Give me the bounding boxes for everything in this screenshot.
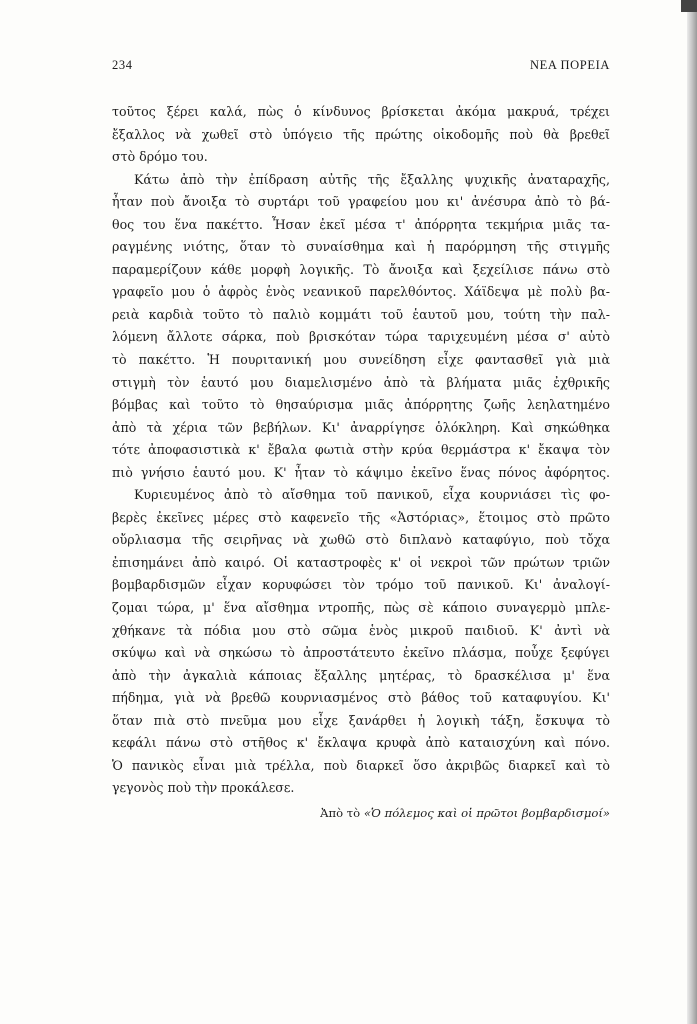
source-title: «Ὁ πόλεμος καὶ οἱ πρῶτοι βομβαρδισμοί»: [363, 805, 610, 820]
text-line: κεφάλι πάνω στὸ στῆθος κ' ἔκλαψα κρυφὰ ἀπὸ καταισχύνη καὶ πόνο.: [112, 735, 610, 751]
text-line: βομβαρδισμῶν εἶχαν κορυφώσει τὸν τρόμο τοῦ πανικοῦ. Κι' ἀναλογί-: [112, 577, 610, 593]
scan-corner: [681, 0, 697, 12]
text-lines: [112, 101, 610, 800]
text-line: βερὲς ἐκεῖνες μέρες στὸ καφενεῖο τῆς «Ἀστόριας», ἕτοιμος στὸ πρῶτο: [112, 509, 610, 525]
text-line: ζομαι τώρα, μ' ἕνα αἴσθημα ντροπῆς, πὼς σὲ κάποιο συναγερμὸ μπλε-: [112, 600, 610, 616]
text-line: λόμενη ἄλλοτε σάρκα, ποὺ βρισκόταν τώρα ταριχευμένη μέσα σ' αὐτὸ: [112, 329, 610, 345]
text-line: ἀπὸ τὴν ἀγκαλιὰ κάποιας ἔξαλλης μητέρας, τὸ δρασκέλισα μ' ἕνα: [112, 667, 610, 683]
text-line: πήδημα, γιὰ νὰ βρεθῶ κουρνιασμένος στὸ βάθος τοῦ καταφυγίου. Κι': [112, 690, 610, 706]
text-line: ἀπὸ τὰ χέρια τῶν βεβήλων. Κι' ἀναρρίγησε ὁλόκληρη. Καὶ σηκώθηκα: [112, 419, 610, 435]
text-line: οὔρλιασμα τῆς σειρῆνας νὰ χωθῶ στὸ διπλανὸ καταφύγιο, ποὺ τὄχα: [112, 532, 610, 548]
text-line: Κυριευμένος ἀπὸ τὸ αἴσθημα τοῦ πανικοῦ, εἶχα κουρνιάσει τὶς φο-: [134, 487, 610, 503]
text-line: τὸ πακέττο. Ἡ πουριτανική μου συνείδηση εἶχε φαντασθεῖ γιὰ μιὰ: [112, 352, 610, 368]
body-text: [112, 101, 610, 825]
source-citation: [112, 802, 610, 825]
text-line: Κάτω ἀπὸ τὴν ἐπίδραση αὐτῆς τῆς ἔξαλλης ψυχικῆς ἀναταραχῆς,: [134, 171, 610, 187]
running-head: [112, 58, 610, 76]
text-line: γεγονὸς ποὺ τὴν προκάλεσε.: [112, 780, 295, 796]
page-edge-shadow: [687, 0, 697, 1024]
text-line: ἦταν ποὺ ἄνοιξα τὸ συρτάρι τοῦ γραφείου μου κι' ἀνέσυρα ἀπὸ τὸ βά-: [112, 194, 610, 210]
text-line: ὅταν πιὰ στὸ πνεῦμα μου εἶχε ξανάρθει ἡ λογικὴ τάξη, ἔσκυψα τὸ: [112, 712, 610, 728]
text-line: τότε ἀποφασιστικὰ κ' ἔβαλα φωτιὰ στὴν κρύα θερμάστρα κ' ἔκαψα τὸν: [112, 442, 610, 458]
text-line: χθήκανε τὰ πόδια μου στὸ σῶμα ἑνὸς μικροῦ παιδιοῦ. Κ' ἀντὶ νὰ: [112, 622, 610, 638]
text-line: σκύψω καὶ νὰ σηκώσω τὸ ἀπροστάτευτο ἐκεῖνο πλάσμα, ποὖχε ξεφύγει: [112, 645, 610, 661]
text-line: ραγμένης νιότης, ὅταν τὸ συναίσθημα καὶ ἡ παρόρμηση τῆς στιγμῆς: [112, 239, 610, 255]
text-line: στὸ δρόμο του.: [112, 149, 208, 165]
text-line: παραμερίζουν κάθε μορφὴ λογικῆς. Τὸ ἄνοιξα καὶ ξεχείλισε πάνω στὸ: [112, 261, 610, 277]
text-line: ρειὰ καρδιὰ τοῦτο τὸ παλιὸ κομμάτι τοῦ ἑαυτοῦ μου, τούτη τὴν παλ-: [112, 306, 610, 322]
source-prefix: Ἀπὸ τὸ: [320, 805, 364, 820]
text-line: θος του ἕνα πακέττο. Ἦσαν ἐκεῖ μέσα τ' ἀπόρρητα τεκμήρια μιᾶς τα-: [112, 216, 610, 232]
text-line: γραφεῖο μου ὁ ἀφρὸς ἑνὸς νεανικοῦ παρελθόντος. Χάϊδεψα μὲ πολὺ βα-: [112, 284, 610, 300]
text-line: Ὁ πανικὸς εἶναι μιὰ τρέλλα, ποὺ διαρκεῖ ὅσο ἀκριβῶς διαρκεῖ καὶ τὸ: [112, 757, 610, 773]
text-line: βόμβας καὶ τοῦτο τὸ θησαύρισμα μιᾶς ἀπόρρητης ζωῆς λεηλατημένο: [112, 397, 610, 413]
text-line: ἔξαλλος νὰ χωθεῖ στὸ ὑπόγειο τῆς πρώτης οἰκοδομῆς ποὺ θὰ βρεθεῖ: [112, 126, 610, 142]
text-line: ἐπισημάνει ἀπὸ καιρό. Οἱ καταστροφὲς κ' οἱ νεκροὶ τῶν πρώτων τριῶν: [112, 554, 610, 570]
text-line: τοῦτος ξέρει καλά, πὼς ὁ κίνδυνος βρίσκεται ἀκόμα μακρυά, τρέχει: [112, 104, 610, 119]
journal-title: ΝΕΑ ΠΟΡΕΙΑ: [530, 58, 610, 72]
text-line: πιὸ γνήσιο ἑαυτό μου. Κ' ἦταν τὸ κάψιμο ἐκεῖνο ἕνας πόνος ἀφόρητος.: [112, 464, 610, 480]
page-number: 234: [112, 58, 133, 72]
text-line: στιγμὴ τὸν ἑαυτό μου διαμελισμένο ἀπὸ τὰ βλήματα μιᾶς ἐχθρικῆς: [112, 374, 610, 390]
